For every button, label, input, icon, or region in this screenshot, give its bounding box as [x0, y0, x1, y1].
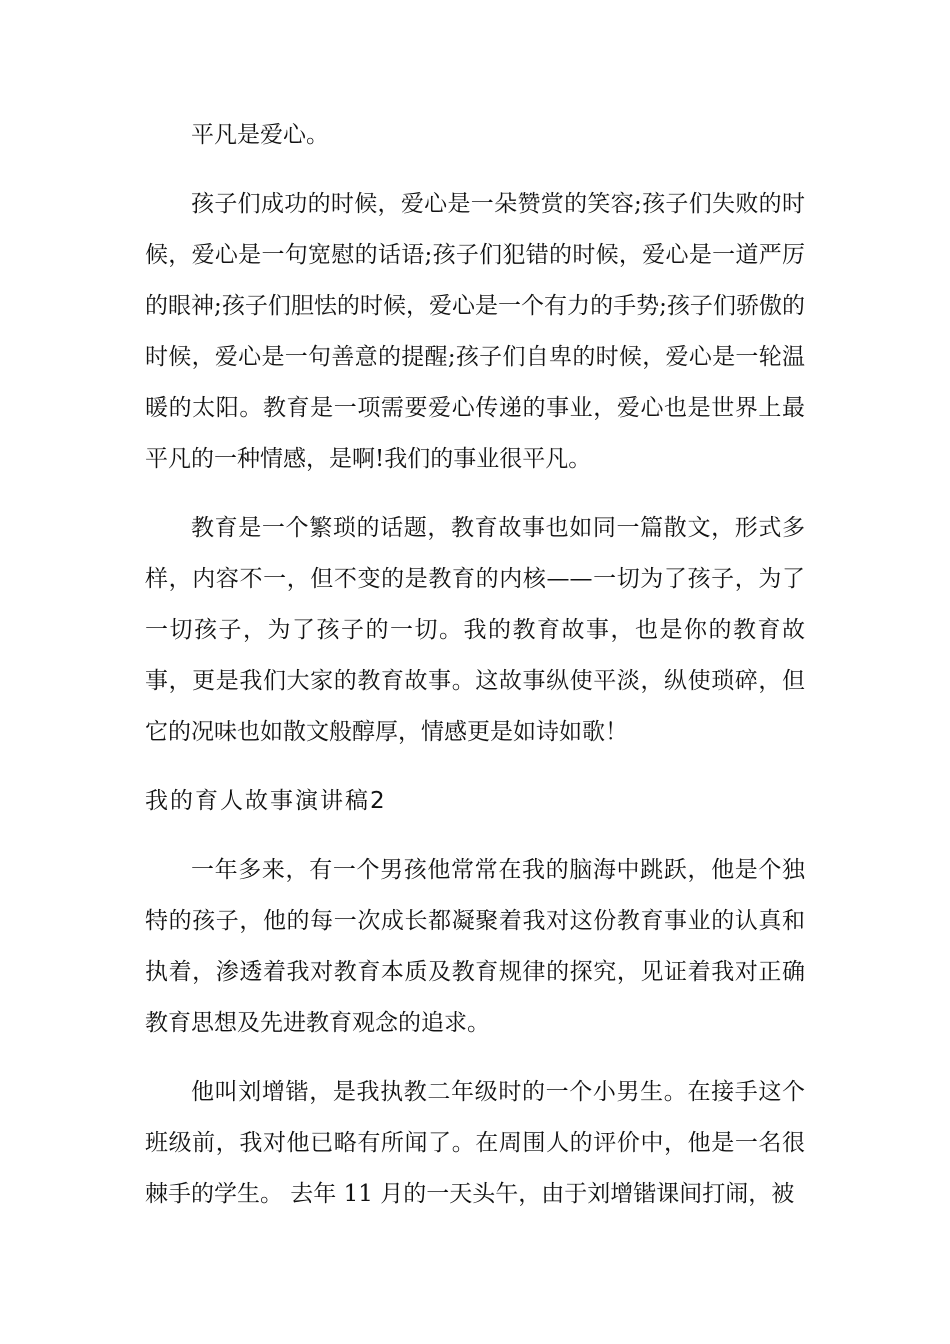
paragraph-4: 一年多来，有一个男孩他常常在我的脑海中跳跃，他是个独特的孩子，他的每一次成长都凝聚着我对这份教育事业的认真和执着，渗透着我对教育本质及教育规律的探究，见证着我对正确教育思想及先进教育观念的追求。 [145, 857, 805, 1036]
paragraph-3: 教育是一个繁琐的话题，教育故事也如同一篇散文，形式多样，内容不一，但不变的是教育的内核——一切为了孩子，为了一切孩子，为了孩子的一切。我的教育故事，也是你的教育故事，更是我们大家的教育故事。这故事纵使平淡，纵使琐碎，但它的况味也如散文般醇厚，情感更是如诗如歌！ [145, 515, 805, 745]
paragraph-1: 平凡是爱心。 [191, 122, 329, 148]
paragraph-5: 他叫刘增锴，是我执教二年级时的一个小男生。在接手这个班级前，我对他已略有所闻了。在周围人的评价中，他是一名很棘手的学生。 去年 11 月的一天头午，由于刘增锴课间打闹，被 [145, 1079, 805, 1207]
section-heading: 我的育人故事演讲稿2 [145, 788, 387, 814]
document-body [145, 110, 805, 1238]
paragraph-2: 孩子们成功的时候，爱心是一朵赞赏的笑容;孩子们失败的时候，爱心是一句宽慰的话语;孩子们犯错的时候，爱心是一道严厉的眼神;孩子们胆怯的时候，爱心是一个有力的手势;孩子们骄傲的时候，爱心是一句善意的提醒;孩子们自卑的时候，爱心是一轮温暖的太阳。教育是一项需要爱心传递的事业，爱心也是世界上最平凡的一种情感，是啊!我们的事业很平凡。 [145, 191, 805, 472]
